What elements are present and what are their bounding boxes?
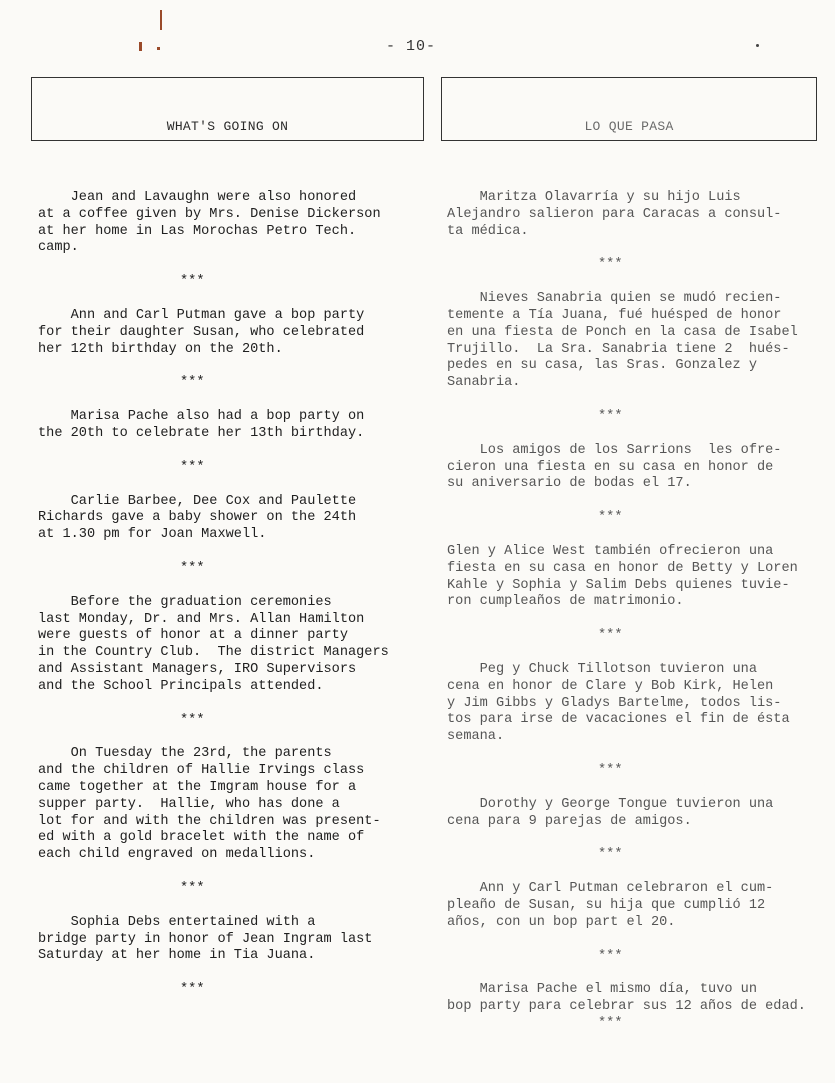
- stray-speck: [756, 44, 759, 47]
- left-header: WHAT'S GOING ON: [166, 119, 289, 134]
- separator: ***: [180, 375, 205, 391]
- news-item: Sophia Debs entertained with a bridge party in honor of Jean Ingram last Saturday at her home in Tia Juana.: [38, 914, 373, 964]
- separator: ***: [598, 510, 623, 526]
- separator: ***: [180, 274, 205, 290]
- right-header: LO QUE PASA: [584, 119, 674, 134]
- news-item: Ann y Carl Putman celebraron el cum- pleaño de Susan, su hija que cumplió 12 años, con un bop part el 20.: [447, 881, 774, 930]
- separator: ***: [180, 982, 205, 998]
- separator: ***: [598, 1015, 623, 1031]
- news-item: Dorothy y George Tongue tuvieron una cena para 9 parejas de amigos.: [447, 796, 774, 829]
- stray-mark: [139, 42, 142, 51]
- stray-mark: [157, 47, 160, 50]
- stray-mark: [160, 10, 162, 30]
- news-item: Maritza Olavarría y su hijo Luis Alejandro salieron para Caracas a consul- ta médica.: [447, 190, 782, 239]
- right-header-box: [441, 77, 817, 141]
- left-column: [38, 190, 408, 999]
- separator: ***: [180, 459, 205, 475]
- news-item: Marisa Pache el mismo día, tuvo un bop party para celebrar sus 12 años de edad.: [447, 982, 806, 1015]
- news-item: Peg y Chuck Tillotson tuvieron una cena en honor de Clare y Bob Kirk, Helen y Jim Gibbs y Gladys Bartelme, todos lis- tos para irse de vacaciones el fin de ésta semana.: [447, 661, 790, 745]
- news-item: Glen y Alice West también ofrecieron una fiesta en su casa en honor de Betty y Loren Kahle y Sophia y Salim Debs quienes tuvie- ron cumpleaños de matrimonio.: [447, 543, 798, 610]
- news-item: Marisa Pache also had a bop party on the 20th to celebrate her 13th birthday.: [38, 409, 365, 441]
- separator: ***: [180, 712, 205, 728]
- right-column: [447, 190, 827, 1033]
- separator: ***: [598, 762, 623, 778]
- separator: ***: [598, 847, 623, 863]
- news-item: Carlie Barbee, Dee Cox and Paulette Richards gave a baby shower on the 24th at 1.30 pm for Joan Maxwell.: [38, 493, 357, 543]
- page-number: - 10-: [386, 38, 437, 55]
- separator: ***: [598, 948, 623, 964]
- news-item: Ann and Carl Putman gave a bop party for their daughter Susan, who celebrated her 12th birthday on the 20th.: [38, 307, 365, 357]
- separator: ***: [180, 560, 205, 576]
- news-item: Nieves Sanabria quien se mudó recien- temente a Tía Juana, fué huésped de honor en una fiesta de Ponch en la casa de Isabel Trujillo. La Sra. Sanabria tiene 2 hués- pedes en su casa, las Sras. Gonzalez y Sanabria.: [447, 291, 798, 391]
- separator: ***: [598, 257, 623, 273]
- news-item: Jean and Lavaughn were also honored at a coffee given by Mrs. Denise Dickerson at her home in Las Morochas Petro Tech. camp.: [38, 190, 381, 256]
- news-item: Before the graduation ceremonies last Monday, Dr. and Mrs. Allan Hamilton were guests of honor at a dinner party in the Country Club. The district Managers and Assistant Managers, IRO Supervisors and the School Principals attended.: [38, 594, 389, 694]
- separator: ***: [598, 628, 623, 644]
- separator: ***: [598, 408, 623, 424]
- news-item: On Tuesday the 23rd, the parents and the children of Hallie Irvings class came together at the Imgram house for a supper party. Hallie, who has done a lot for and with the children was present- ed with a gold bracelet with the name of each child engraved on medallions.: [38, 746, 381, 863]
- left-header-box: [31, 77, 424, 141]
- separator: ***: [180, 880, 205, 896]
- news-item: Los amigos de los Sarrions les ofre- cieron una fiesta en su casa en honor de su aniversario de bodas el 17.: [447, 442, 782, 492]
